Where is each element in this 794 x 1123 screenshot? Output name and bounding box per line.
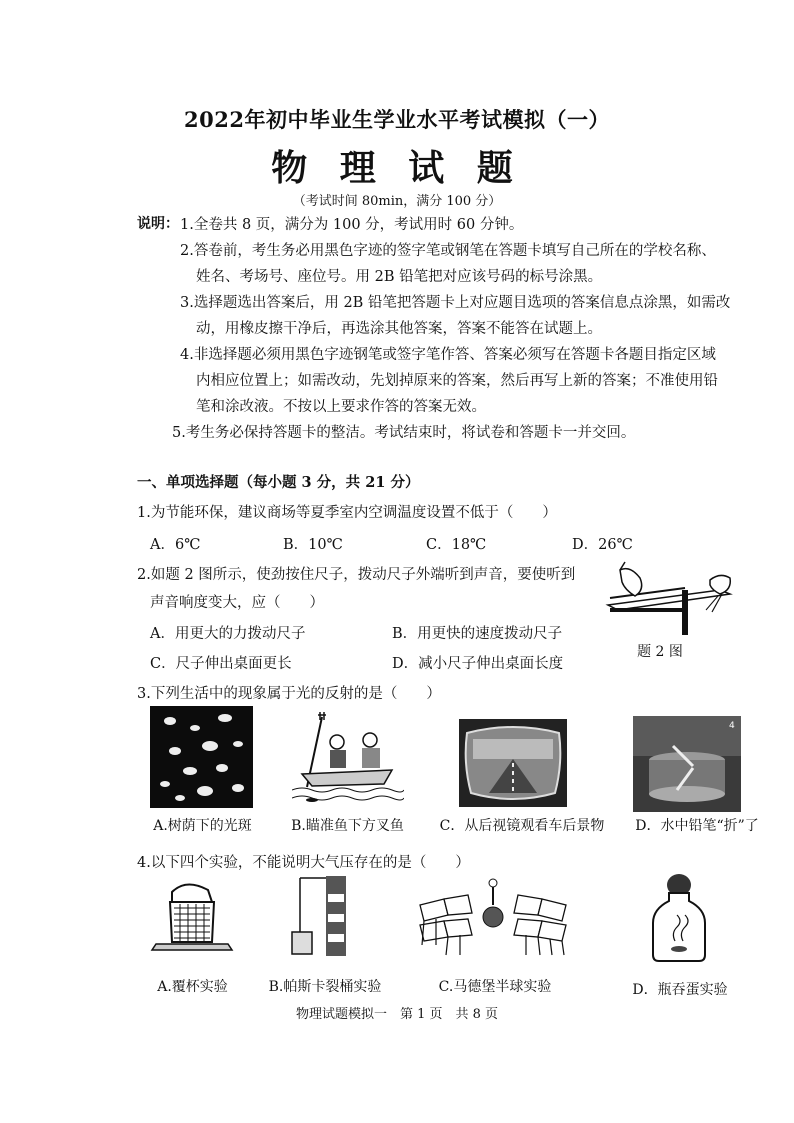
q1-option-c: C．18℃	[426, 537, 487, 553]
q4-image-b	[284, 874, 352, 958]
instruction-line: 4.非选择题必须用黑色字迹钢笔或签字笔作答、答案必须写在答题卡各题目指定区域	[180, 347, 716, 363]
q3-image-b	[292, 712, 404, 807]
q1-option-a: A．6℃	[150, 537, 201, 553]
q3-image-d	[633, 716, 741, 812]
q3-caption-b: B.瞄准鱼下方叉鱼	[291, 818, 404, 834]
instruction-line: 3.选择题选出答案后，用 2B 铅笔把答题卡上对应题目选项的答案信息点涂黑，如需改	[180, 295, 731, 311]
q2-option-d: D．减小尺子伸出桌面长度	[392, 656, 564, 672]
q3-caption-d: D．水中铅笔“折”了	[635, 818, 759, 834]
question-4-stem: 4.以下四个实验，不能说明大气压存在的是（ ）	[137, 855, 470, 871]
page-footer: 物理试题模拟一 第 1 页 共 8 页	[295, 1007, 499, 1022]
exam-time-note: （考试时间 80min，满分 100 分）	[292, 194, 502, 209]
subject-title: 物 理 试 题	[271, 147, 523, 189]
question-2-stem: 2.如题 2 图所示，使劲按住尺子，拨动尺子外端听到声音，要使听到	[137, 567, 576, 583]
q3-caption-c: C．从后视镜观看车后景物	[439, 818, 605, 834]
q2-option-b: B．用更快的速度拨动尺子	[392, 626, 563, 642]
instructions-label: 说明：	[137, 216, 179, 232]
q1-option-d: D．26℃	[572, 537, 633, 553]
instruction-line: 1.全卷共 8 页，满分为 100 分，考试用时 60 分钟。	[180, 217, 524, 233]
q1-option-b: B．10℃	[283, 537, 343, 553]
q3-caption-a: A.树荫下的光斑	[153, 818, 252, 834]
instruction-line: 内相应位置上；如需改动，先划掉原来的答案，然后再写上新的答案；不准使用铅	[196, 373, 718, 389]
instruction-line: 笔和涂改液。不按以上要求作答的答案无效。	[196, 399, 486, 415]
q4-caption-d: D．瓶吞蛋实验	[632, 982, 728, 998]
q3-image-c	[459, 719, 567, 807]
q4-caption-a: A.覆杯实验	[157, 979, 228, 995]
q4-caption-c: C.马德堡半球实验	[438, 979, 552, 995]
q4-image-d	[649, 871, 709, 963]
instruction-line: 2.答卷前，考生务必用黑色字迹的签字笔或钢笔在答题卡填写自己所在的学校名称、	[180, 243, 716, 259]
instruction-line: 5.考生务必保持答题卡的整洁。考试结束时，将试卷和答题卡一并交回。	[172, 425, 636, 441]
q4-caption-b: B.帕斯卡裂桶实验	[268, 979, 382, 995]
exam-title: 2022年初中毕业生学业水平考试模拟（一）	[184, 107, 610, 132]
q2-ruler-figure	[600, 560, 740, 635]
svg-text:4: 4	[729, 721, 735, 731]
q4-image-c	[414, 875, 572, 959]
question-1-stem: 1.为节能环保，建议商场等夏季室内空调温度设置不低于（ ）	[137, 505, 557, 521]
section-heading: 一、单项选择题（每小题 3 分，共 21 分）	[137, 474, 420, 491]
instruction-line: 姓名、考场号、座位号。用 2B 铅笔把对应该号码的标号涂黑。	[196, 269, 603, 285]
q2-figure-caption: 题 2 图	[637, 644, 683, 660]
question-2-stem-cont: 声音响度变大，应（ ）	[150, 595, 324, 611]
instruction-line: 动，用橡皮擦干净后，再选涂其他答案，答案不能答在试题上。	[196, 321, 602, 337]
q4-image-a	[146, 874, 238, 960]
q3-image-a	[150, 706, 253, 808]
q2-option-c: C．尺子伸出桌面更长	[150, 656, 292, 672]
q2-option-a: A．用更大的力拨动尺子	[150, 626, 306, 642]
question-3-stem: 3.下列生活中的现象属于光的反射的是（ ）	[137, 686, 441, 702]
